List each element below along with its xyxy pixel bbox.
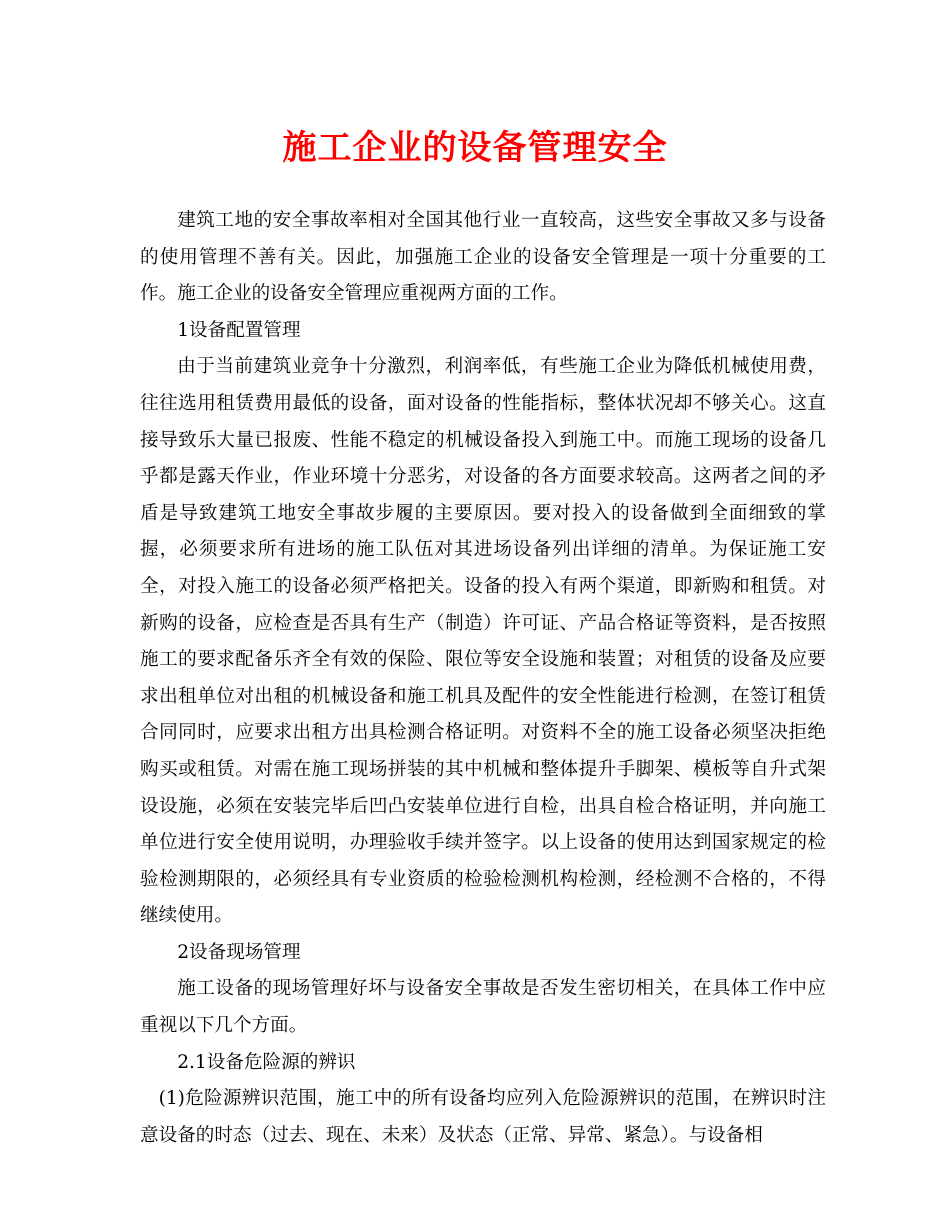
document-body [140, 203, 826, 1154]
section-heading-1: 1设备配置管理 [177, 319, 301, 341]
list-item-paragraph: (1)危险源辨识范围，施工中的所有设备均应列入危险源辨识的范围，在辨识时注意设备的时态（过去、现在、未来）及状态（正常、异常、紧急）。与设备相 [140, 1088, 826, 1146]
section-1-paragraph: 由于当前建筑业竞争十分激烈，利润率低，有些施工企业为降低机械使用费，往往选用租赁费用最低的设备，面对设备的性能指标，整体状况却不够关心。这直接导致乐大量已报废、性能不稳定的机械设备投入到施工中。而施工现场的设备几乎都是露天作业，作业环境十分恶劣，对设备的各方面要求较高。这两者之间的矛盾是导致建筑工地安全事故步履的主要原因。要对投入的设备做到全面细致的掌握，必须要求所有进场的施工队伍对其进场设备列出详细的清单。为保证施工安全，对投入施工的设备必须严格把关。设备的投入有两个渠道，即新购和租赁。对新购的设备，应检查是否具有生产（制造）许可证、产品合格证等资料，是否按照施工的要求配备乐齐全有效的保险、限位等安全设施和装置；对租赁的设备及应要求出租单位对出租的机械设备和施工机具及配件的安全性能进行检测，在签订租赁合同同时，应要求出租方出具检测合格证明。对资料不全的施工设备必须坚决拒绝购买或租赁。对需在施工现场拼装的其中机械和整体提升手脚架、模板等自升式架设设施，必须在安装完毕后凹凸安装单位进行自检，出具自检合格证明，并向施工单位进行安全使用说明，办理验收手续并签字。以上设备的使用达到国家规定的检验检测期限的，必须经具有专业资质的检验检测机构检测，经检测不合格的，不得继续使用。 [140, 356, 826, 927]
section-2-paragraph: 施工设备的现场管理好坏与设备安全事故是否发生密切相关，在具体工作中应重视以下几个方面。 [140, 978, 826, 1037]
section-heading-2: 2设备现场管理 [177, 941, 301, 963]
subsection-heading-2-1: 2.1设备危险源的辨识 [177, 1051, 356, 1073]
intro-paragraph: 建筑工地的安全事故率相对全国其他行业一直较高，这些安全事故又多与设备的使用管理不善有关。因此，加强施工企业的设备安全管理是一项十分重要的工作。施工企业的设备安全管理应重视两方面的工作。 [140, 210, 826, 305]
document-title: 施工企业的设备管理安全 [282, 128, 668, 168]
